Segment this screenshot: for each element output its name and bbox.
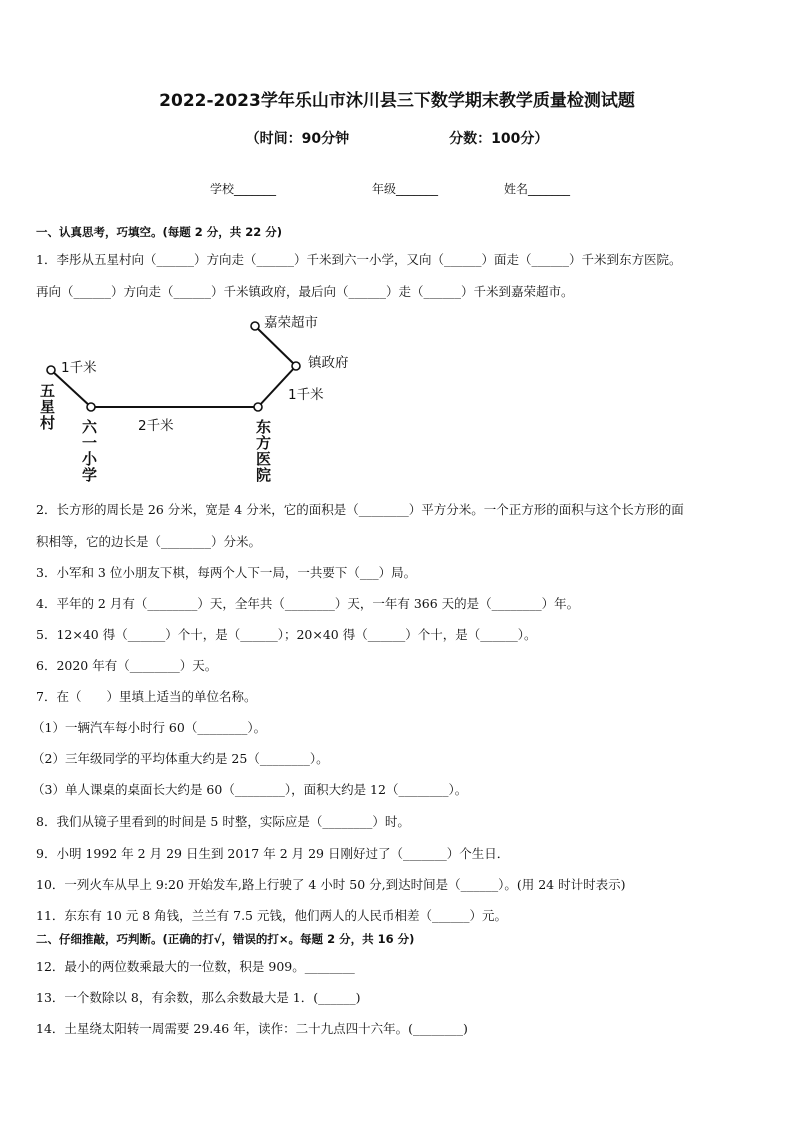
question-7-intro: 7．在（ ）里填上适当的单位名称。 bbox=[36, 689, 257, 704]
question-8: 8．我们从镜子里看到的时间是 5 时整，实际应是（________）时。 bbox=[36, 814, 410, 829]
school-field[interactable]: 学校_______ bbox=[210, 182, 277, 196]
question-9: 9．小明 1992 年 2 月 29 日生到 2017 年 2 月 29 日刚好过了（_______）个生日． bbox=[36, 846, 510, 861]
question-2-line-1: 2．长方形的周长是 26 分米，宽是 4 分米，它的面积是（________）平方分米。一个正方形的面积与这个长方形的面 bbox=[36, 502, 684, 517]
question-1-line-2: 再向（______）方向走（______）千米镇政府，最后向（______）走（______）千米到嘉荣超市。 bbox=[36, 284, 574, 299]
label-liuyi-1: 六 bbox=[82, 418, 98, 436]
label-dongfang-3: 医 bbox=[256, 450, 272, 468]
label-distance-1km-left: 1千米 bbox=[61, 360, 97, 376]
label-distance-1km-right: 1千米 bbox=[288, 387, 324, 403]
question-4: 4．平年的 2 月有（________）天，全年共（________）天，一年有 366 天的是（________）年。 bbox=[36, 596, 580, 611]
total-score: 分数：100分） bbox=[449, 131, 549, 147]
liuyi-point bbox=[87, 403, 95, 411]
question-11: 11．东东有 10 元 8 角钱，兰兰有 7.5 元钱，他们两人的人民币相差（______）元。 bbox=[36, 908, 507, 923]
label-wuxingcun-1: 五 bbox=[40, 382, 56, 400]
label-liuyi-3: 小 bbox=[82, 450, 98, 468]
label-dongfang-4: 院 bbox=[256, 466, 272, 484]
page-title: 2022-2023学年乐山市沐川县三下数学期末教学质量检测试题 bbox=[159, 91, 635, 111]
label-liuyi-4: 学 bbox=[82, 466, 98, 484]
label-liuyi-2: 一 bbox=[82, 434, 98, 452]
label-wuxingcun-3: 村 bbox=[40, 414, 56, 432]
dongfang-point bbox=[254, 403, 262, 411]
time-limit: （时间：90分钟 bbox=[245, 131, 350, 147]
question-13: 13．一个数除以 8，有余数，那么余数最大是 1．(______) bbox=[36, 990, 361, 1005]
route-map bbox=[36, 308, 396, 498]
student-info bbox=[210, 180, 570, 197]
wuxingcun-point bbox=[47, 366, 55, 374]
question-1-line-1: 1．李彤从五星村向（______）方向走（______）千米到六一小学，又向（______）面走（______）千米到东方医院。 bbox=[36, 252, 682, 267]
exam-info bbox=[0, 128, 794, 148]
question-14: 14．土星绕太阳转一周需要 29.46 年，读作：二十九点四十六年。(________) bbox=[36, 1021, 468, 1036]
question-7-sub-2: （2）三年级同学的平均体重大约是 25（________）。 bbox=[32, 751, 329, 766]
label-jiarong: 嘉荣超市 bbox=[264, 315, 318, 331]
question-12: 12．最小的两位数乘最大的一位数，积是 909。________ bbox=[36, 959, 355, 974]
label-wuxingcun-2: 星 bbox=[40, 398, 56, 416]
grade-field[interactable]: 年级_______ bbox=[372, 182, 439, 196]
question-7-sub-3: （3）单人课桌的桌面长大约是 60（________），面积大约是 12（________）。 bbox=[32, 782, 468, 797]
route-segment-zhenzhengfu-jiarong bbox=[255, 326, 296, 366]
label-zhenzhengfu: 镇政府 bbox=[308, 355, 349, 371]
section-2-heading: 二、仔细推敲，巧判断。(正确的打√，错误的打×。每题 2 分，共 16 分) bbox=[36, 932, 415, 946]
question-6: 6．2020 年有（________）天。 bbox=[36, 658, 218, 673]
label-dongfang-2: 方 bbox=[256, 434, 272, 452]
zhenzhengfu-point bbox=[292, 362, 300, 370]
question-10: 10．一列火车从早上 9:20 开始发车,路上行驶了 4 小时 50 分,到达时间是（______）。(用 24 时计时表示) bbox=[36, 877, 626, 892]
label-distance-2km: 2千米 bbox=[138, 418, 174, 434]
label-dongfang-1: 东 bbox=[256, 418, 272, 436]
jiarong-point bbox=[251, 322, 259, 330]
question-5: 5．12×40 得（______）个十，是（______）；20×40 得（______）个十，是（______）。 bbox=[36, 627, 537, 642]
question-7-sub-1: （1）一辆汽车每小时行 60（________）。 bbox=[32, 720, 267, 735]
section-1-heading: 一、认真思考，巧填空。(每题 2 分，共 22 分) bbox=[36, 225, 283, 239]
name-field[interactable]: 姓名_______ bbox=[504, 182, 571, 196]
question-3: 3．小军和 3 位小朋友下棋，每两个人下一局，一共要下（___）局。 bbox=[36, 565, 417, 580]
question-2-line-2: 积相等，它的边长是（________）分米。 bbox=[36, 534, 262, 549]
